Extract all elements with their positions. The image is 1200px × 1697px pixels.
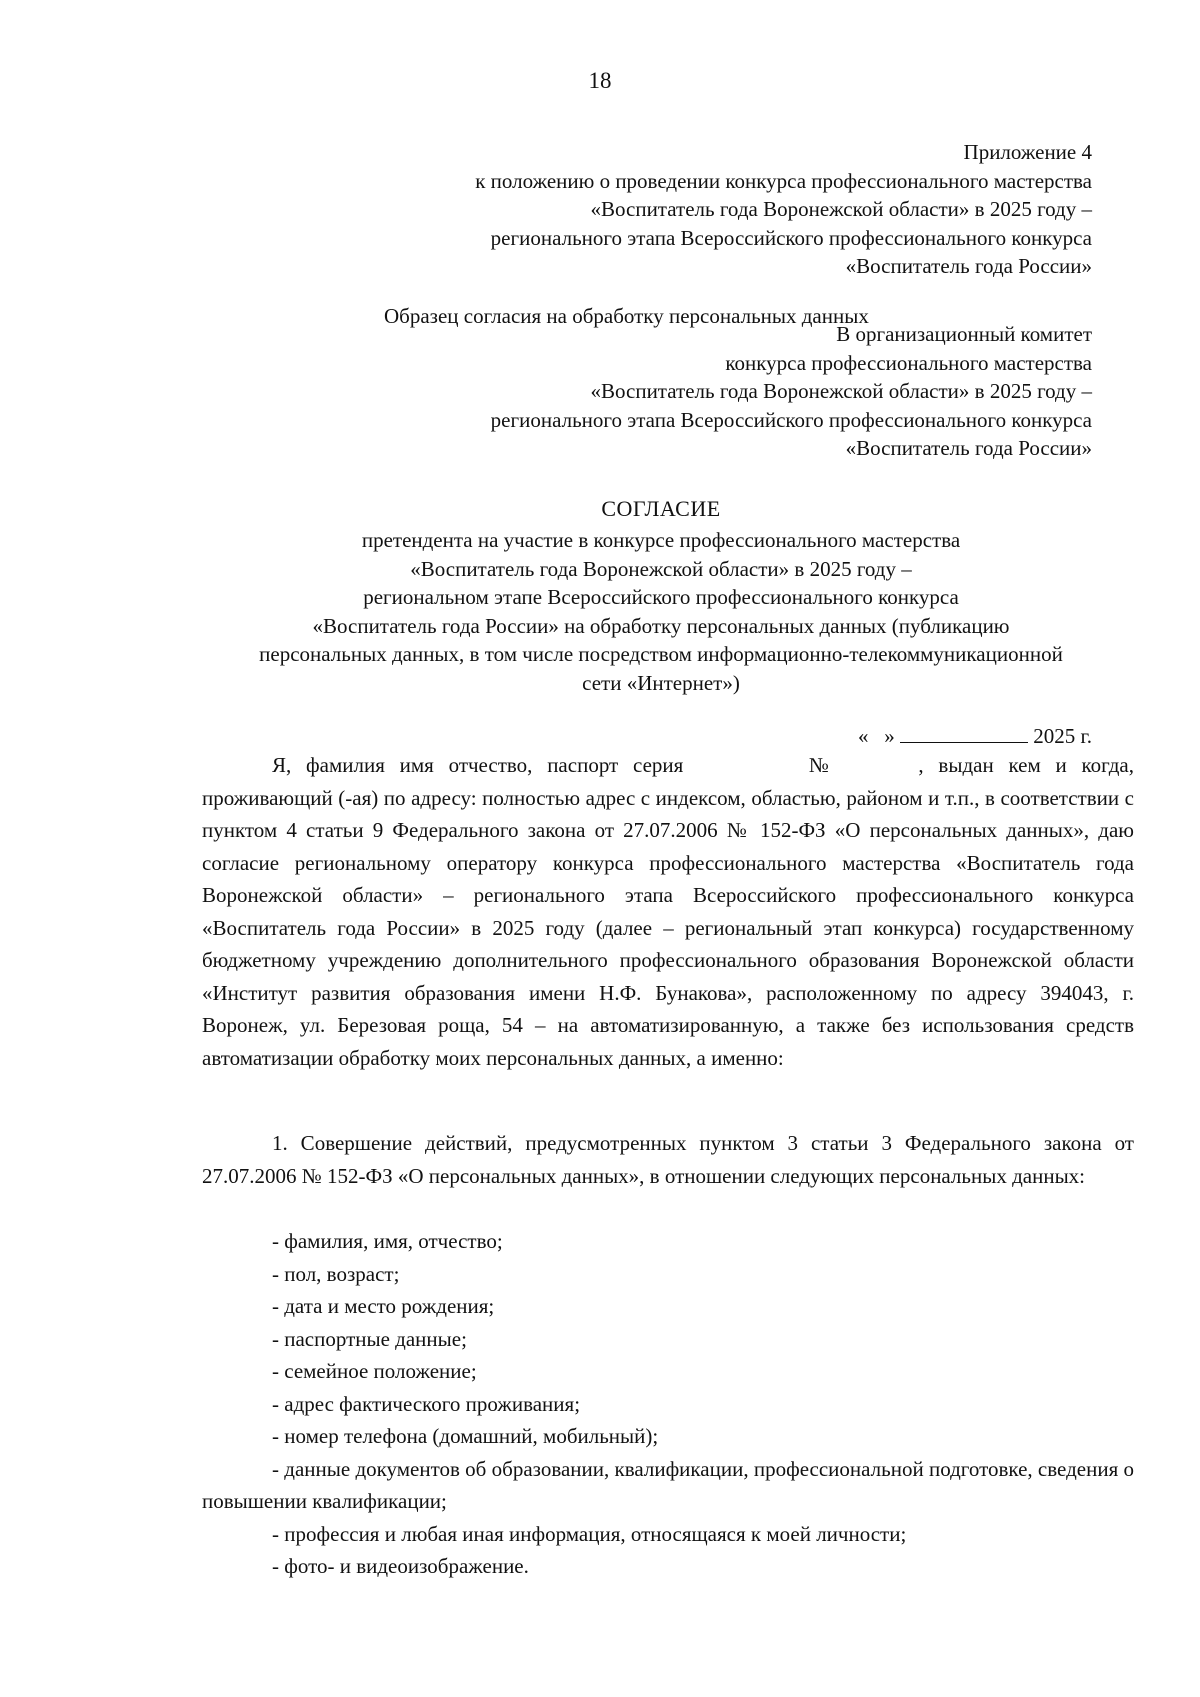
appendix-header — [475, 138, 1092, 281]
addressee-line: регионального этапа Всероссийского профессионального конкурса — [490, 407, 1092, 432]
intro-text-part2: , выдан кем и когда, проживающий (-ая) по адресу: полностью адрес с индексом, областью, районом и т.п., в соответствии с пунктом 4 статьи 9 Федерального закона от 27.07.2006 № 152-ФЗ «О персональных данных», даю согласие региональному оператору конкурса профессионального мастерства «Воспитатель года Воронежской области» – регионального этапа Всероссийского профессионального конкурса «Воспитатель года России» в 2025 году (далее – региональный этап конкурса) государственному бюджетному учреждению дополнительного профессионального образования Воронежской области «Институт развития образования имени Н.Ф. Бунакова», расположенному по адресу 394043, г. Воронеж, ул. Березовая роща, 54 – на автоматизированную, а также без использования средств автоматизации обработку моих персональных данных, а именно: — [202, 753, 1134, 1070]
list-item: - профессия и любая иная информация, относящаяся к моей личности; — [272, 1521, 907, 1546]
appendix-line: «Воспитатель года Воронежской области» в 2025 году – — [590, 197, 1092, 221]
list-item: - номер телефона (домашний, мобильный); — [272, 1424, 659, 1448]
list-item: - дата и место рождения; — [272, 1294, 495, 1318]
list-item: - данные документов об образовании, квалификации, профессиональной подготовке, сведения о повышении квалификации; — [202, 1456, 1134, 1513]
addressee-line: «Воспитатель года России» — [845, 436, 1092, 460]
consent-subtitle-line: персональных данных, в том числе посредством информационно-телекоммуникационной — [259, 642, 1063, 667]
appendix-line: Приложение 4 — [963, 140, 1092, 164]
consent-subtitle-line: сети «Интернет») — [582, 670, 740, 695]
addressee-line: конкурса профессионального мастерства — [725, 350, 1092, 375]
list-item: - адрес фактического проживания; — [272, 1391, 581, 1416]
page-number: 18 — [588, 68, 612, 93]
date-year: 2025 г. — [1033, 724, 1092, 748]
personal-data-list — [202, 1225, 1134, 1583]
date-line — [858, 722, 1092, 750]
date-open-quote: « — [858, 724, 869, 748]
point-1-paragraph — [202, 1127, 1134, 1192]
date-close-quote: » — [884, 724, 895, 748]
date-month-blank[interactable] — [900, 722, 1028, 743]
point-1-text: 1. Совершение действий, предусмотренных пунктом 3 статьи 3 Федерального закона от 27.07.2006 № 152-ФЗ «О персональных данных», в отношении следующих персональных данных: — [202, 1131, 1134, 1188]
consent-subtitle-line: региональном этапе Всероссийского профессионального конкурса — [363, 585, 959, 610]
appendix-line: «Воспитатель года России» — [845, 254, 1092, 278]
addressee-line: В организационный комитет — [836, 322, 1092, 346]
list-item: - пол, возраст; — [272, 1261, 400, 1286]
intro-text-part1: Я, фамилия имя отчество, паспорт серия — [272, 753, 684, 777]
addressee-block — [491, 320, 1092, 463]
consent-subtitle-line: «Воспитатель года России» на обработку персональных данных (публикацию — [312, 613, 1010, 638]
number-sign: № — [799, 753, 839, 777]
list-item: - фото- и видеоизображение. — [272, 1554, 529, 1578]
list-item: - семейное положение; — [272, 1359, 477, 1383]
consent-subtitle-line: «Воспитатель года Воронежской области» в 2025 году – — [410, 556, 912, 581]
consent-subtitle — [190, 526, 1132, 698]
appendix-line: регионального этапа Всероссийского профессионального конкурса — [490, 225, 1092, 250]
list-item: - фамилия, имя, отчество; — [272, 1229, 503, 1253]
appendix-line: к положению о проведении конкурса профессионального мастерства — [475, 168, 1092, 193]
list-item: - паспортные данные; — [272, 1326, 467, 1351]
consent-subtitle-line: претендента на участие в конкурсе профессионального мастерства — [361, 528, 961, 552]
consent-intro-paragraph — [202, 749, 1134, 1074]
consent-title: СОГЛАСИЕ — [601, 496, 721, 521]
sample-title: Образец согласия на обработку персональных данных — [384, 304, 869, 328]
addressee-line: «Воспитатель года Воронежской области» в 2025 году – — [590, 379, 1092, 403]
